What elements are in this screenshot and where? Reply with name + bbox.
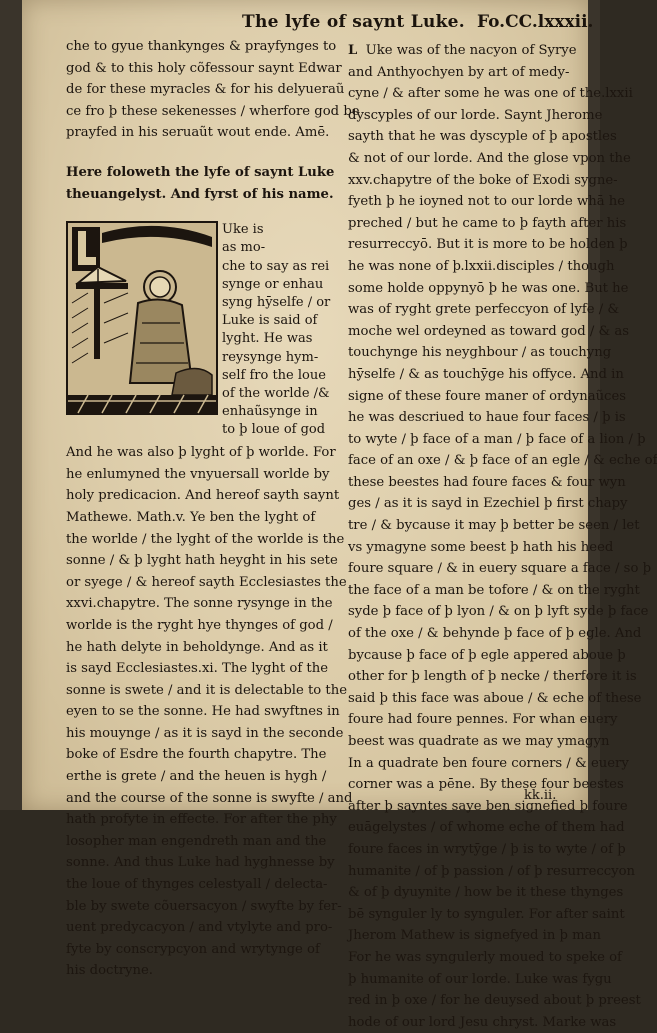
chapter-mark: L (348, 43, 358, 58)
text-line: hode of our lord Jesu chryst. Marke was (348, 1014, 617, 1030)
text-line: bycause þ face of þ egle appered aboue þ (348, 647, 626, 663)
text-line: moche wel ordeyned as toward god / & as (348, 323, 630, 339)
text-line: Jherom Mathew is signefyed in þ man (348, 928, 602, 944)
text-line: said þ this face was aboue / & eche of these (348, 690, 642, 706)
text-line: losopher man engendreth man and the (66, 833, 327, 849)
text-line: & not of our lorde. And the glose vpon the (348, 150, 631, 166)
text-line: hȳselfe / & as touchȳge his offyce. And in (348, 366, 624, 382)
text-line: corner was a pēne. By these four beestes (348, 777, 624, 793)
text-line: Uke is (222, 222, 264, 238)
body-paragraph (66, 442, 353, 982)
text-line: is sayd Ecclesiastes.xi. The lyght of the (66, 661, 329, 677)
text-line: his doctryne. (66, 963, 153, 979)
text-line: of the worlde /& (222, 385, 330, 401)
text-line: And he was also þ lyght of þ worlde. For (66, 445, 336, 461)
text-line: lyght. He was (222, 331, 313, 347)
text-line: face of an oxe / & þ face of an egle / & eche of (348, 453, 657, 469)
text-line: ce fro þ these sekenesses / wherfore god be (66, 103, 360, 119)
text-line: Luke is said of (222, 313, 318, 329)
text-line: ble by swete cõuersacyon / swyfte by fer- (66, 898, 342, 914)
text-line: prayfed in his seruaũt wout ende. Amē. (66, 125, 330, 141)
text-line: or syege / & hereof sayth Ecclesiastes the (66, 574, 347, 590)
text-line: sonne is swete / and it is delectable to the (66, 682, 348, 698)
text-line: xxvi.chapytre. The sonne rysynge in the (66, 596, 333, 612)
text-line: sonne. And thus Luke had hyghnesse by (66, 855, 335, 871)
right-column (348, 40, 657, 1033)
saint-luke-woodcut-icon (68, 223, 216, 413)
text-line: he enlumyned the vnyuersall worlde by (66, 466, 330, 482)
paragraph-gap (66, 205, 330, 219)
book-page (22, 0, 657, 1030)
text-line: foure had foure pennes. For whan euery (348, 712, 618, 728)
text-line: resurreccyō. But it is more to be holden þ (348, 237, 628, 253)
text-line: humanite / of þ passion / of þ resurreccyon (348, 863, 636, 879)
text-line: to wyte / þ face of a man / þ face of a lion / þ (348, 431, 646, 447)
text-line: some holde oppynyō þ he was one. But he (348, 280, 629, 296)
signature-mark: kk.ii. (524, 788, 557, 803)
text-line: xxv.chapytre of the boke of Exodi sygne- (348, 172, 618, 188)
text-line: For he was syngulerly moued to speke of (348, 949, 622, 965)
rubric-heading: theuangelyst. And fyrst of his name. (66, 186, 334, 202)
text-line: & of þ dyuynite / how be it these thynges (348, 885, 624, 901)
text-line: self fro the loue (222, 367, 326, 383)
text-line: foure square / & in euery square a face / so þ (348, 561, 652, 577)
text-line: he was descriued to haue four faces / þ is (348, 410, 626, 426)
text-line: tre / & bycause it may þ better be seen / let (348, 518, 640, 534)
text-line: foure faces in wrytȳge / þ is to wyte / of þ (348, 841, 626, 857)
text-line: syde þ face of þ lyon / & on þ lyft syde þ face (348, 604, 649, 620)
text-line: hath profyte in effecte. For after the phy (66, 812, 337, 828)
text-line: ges / as it is sayd in Ezechiel þ first chapy (348, 496, 628, 512)
text-line: to þ loue of god (222, 422, 326, 438)
text-line-content: Uke was of the nacyon of Syrye (365, 43, 577, 58)
text-line: holy predicacion. And hereof sayth saynt (66, 488, 340, 504)
text-line: bē synguler ly to synguler. For after saint (348, 906, 625, 922)
text-line: enhaũsynge in (222, 404, 318, 420)
rubric-heading: Here foloweth the lyfe of saynt Luke (66, 164, 335, 180)
text-line: syng hȳselfe / or (222, 294, 331, 310)
text-line: Mathewe. Math.v. Ye ben the lyght of (66, 509, 316, 525)
text-line: he was none of þ.lxxii.disciples / though (348, 258, 615, 274)
text-line: other for þ length of þ necke / therfore it is (348, 669, 637, 685)
folio-number: Fo.CC.lxxxii. (477, 12, 594, 32)
text-line: his mouynge / as it is sayd in the seconde (66, 725, 344, 741)
text-line: de for these myracles & for his delyueraũ (66, 82, 345, 98)
text-line: euāgelystes / of whome eche of them had (348, 820, 625, 836)
text-line: worlde is the ryght hye thynges of god / (66, 617, 333, 633)
text-line (348, 40, 584, 62)
text-line: of the oxe / & behynde þ face of þ egle. And (348, 626, 642, 642)
text-line: eyen to se the sonne. He had swyftnes in (66, 704, 340, 720)
text-line: he hath delyte in beholdynge. And as it (66, 639, 328, 655)
text-line: these beestes had foure faces & four wyn (348, 474, 626, 490)
text-line: was of ryght grete perfeccyon of lyfe / & (348, 302, 620, 318)
text-line: god & to this holy cõfessour saynt Edwar (66, 60, 342, 76)
text-line: synge or enhau (222, 276, 324, 292)
text-line: and Anthyochyen by art of medy- (348, 64, 570, 80)
text-line: cyne / & after some he was one of the.lxxii (348, 86, 633, 102)
text-line: the loue of thynges celestyall / delecta- (66, 877, 328, 893)
text-line: red in þ oxe / for he deuysed about þ preest (348, 993, 641, 1009)
text-line: uent predycacyon / and vtylyte and pro- (66, 920, 333, 936)
paragraph-gap (66, 144, 330, 162)
text-line: beest was quadrate as we may ymagyn (348, 734, 610, 749)
page-header (22, 8, 594, 36)
text-line: signe of these foure maner of ordynaũces (348, 388, 627, 404)
text-line: boke of Esdre the fourth chapytre. The (66, 747, 327, 763)
text-line: erthe is grete / and the heuen is hygh / (66, 769, 327, 785)
text-line: touchynge his neyghbour / as touchyng (348, 345, 612, 361)
text-line: þ humanite of our lorde. Luke was fygu (348, 971, 612, 987)
text-line: after þ sayntes saye ben signefied þ foure (348, 798, 628, 814)
woodcut-illustration (66, 221, 218, 415)
text-line: vs ymagyne some beest þ hath his heed (348, 539, 614, 555)
text-line: dyscyples of our lorde. Saynt Jherome (348, 107, 603, 123)
text-line: sayth that he was dyscyple of þ apostles (348, 129, 617, 145)
text-line: In a quadrate ben foure corners / & euery (348, 755, 629, 771)
left-column (66, 36, 360, 982)
text-line: preched / but he came to þ fayth after his (348, 215, 627, 231)
initial-wrapped-text (222, 221, 332, 439)
text-line: fyte by conscrypcyon and wrytynge of (66, 941, 320, 957)
text-line: che to say as rei (222, 258, 330, 274)
text-line: as mo- (222, 240, 266, 256)
text-line: the face of a man be tofore / & on the ryght (348, 582, 640, 598)
text-line: fyeth þ he ioyned not to our lorde whā he (348, 194, 626, 210)
running-head: The lyfe of saynt Luke. (242, 12, 466, 32)
woodcut-initial-block (66, 221, 330, 442)
text-line: and the course of the sonne is swyfte / and (66, 790, 353, 806)
text-line: sonne / & þ lyght hath heyght in his sete (66, 553, 338, 569)
text-line: reysynge hym- (222, 349, 319, 365)
text-line: the worlde / the lyght of the worlde is the (66, 531, 345, 547)
text-line: che to gyue thankynges & prayfynges to (66, 39, 337, 54)
